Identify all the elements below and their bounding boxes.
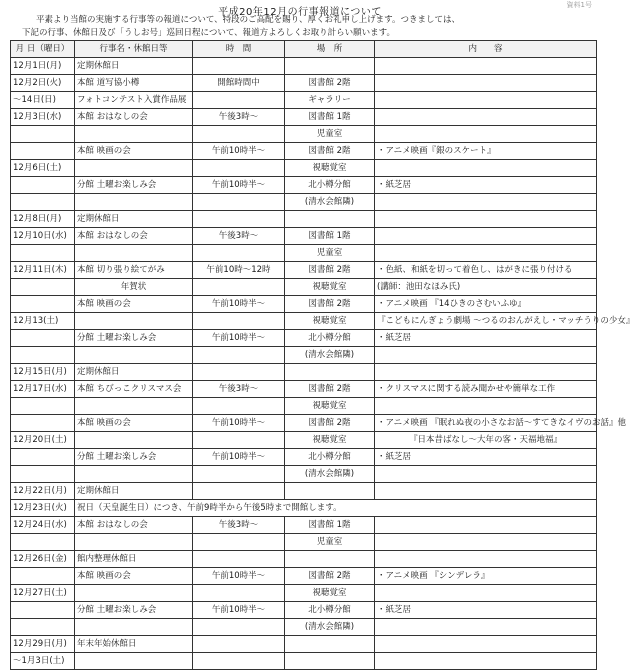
- time-cell: [193, 92, 285, 109]
- content-cell: ・紙芝居: [375, 177, 597, 194]
- content-cell: [375, 211, 597, 228]
- event-cell: 本館 おはなしの会: [75, 109, 193, 126]
- place-cell: 視聴覚室: [285, 313, 375, 330]
- event-cell: 本館 おはなしの会: [75, 228, 193, 245]
- table-row: [11, 177, 597, 194]
- event-cell: 定期休館日: [75, 483, 193, 500]
- event-cell: 分館 土曜お楽しみ会: [75, 602, 193, 619]
- table-row: [11, 432, 597, 449]
- table-row: [11, 92, 597, 109]
- time-cell: 午後3時～: [193, 381, 285, 398]
- table-row: [11, 619, 597, 636]
- table-row: [11, 636, 597, 653]
- place-cell: 図書館 1階: [285, 228, 375, 245]
- date-cell: 12月20日(土): [11, 432, 75, 449]
- time-cell: 開館時間中: [193, 75, 285, 92]
- event-cell: [75, 194, 193, 211]
- intro-line: 平素より当館の実施する行事等の報道について、特段のご高配を賜り、厚くお礼申し上げます。つきましては、: [36, 15, 460, 25]
- time-cell: 午前10時半～: [193, 177, 285, 194]
- header-content: 内 容: [375, 41, 597, 58]
- time-cell: 午前10時～12時: [193, 262, 285, 279]
- table-row: [11, 602, 597, 619]
- content-cell: ・アニメ映画『銀のスケート』: [375, 143, 597, 160]
- date-cell: [11, 126, 75, 143]
- time-cell: [193, 160, 285, 177]
- date-cell: [11, 415, 75, 432]
- date-cell: 12月26日(金): [11, 551, 75, 568]
- content-cell: [375, 126, 597, 143]
- header-time: 時 間: [193, 41, 285, 58]
- date-cell: 12月29日(月): [11, 636, 75, 653]
- content-cell: [375, 364, 597, 381]
- table-row: [11, 551, 597, 568]
- content-cell: [375, 653, 597, 670]
- content-cell: ・紙芝居: [375, 330, 597, 347]
- time-cell: 午前10時半～: [193, 602, 285, 619]
- table-row: [11, 483, 597, 500]
- place-cell: 視聴覚室: [285, 279, 375, 296]
- event-cell: [75, 347, 193, 364]
- table-row: [11, 143, 597, 160]
- event-cell: [75, 585, 193, 602]
- time-cell: [193, 432, 285, 449]
- place-cell: 北小樽分館: [285, 177, 375, 194]
- date-cell: [11, 347, 75, 364]
- event-cell: [75, 432, 193, 449]
- event-cell: [75, 126, 193, 143]
- place-cell: 図書館 1階: [285, 517, 375, 534]
- place-cell: [285, 551, 375, 568]
- table-row: [11, 279, 597, 296]
- event-cell: 定期休館日: [75, 58, 193, 75]
- place-cell: 北小樽分館: [285, 330, 375, 347]
- place-cell: [285, 653, 375, 670]
- table-row: [11, 466, 597, 483]
- date-cell: 12月2日(火): [11, 75, 75, 92]
- content-cell: [375, 228, 597, 245]
- place-cell: (清水会館隣): [285, 194, 375, 211]
- page-title: 平成20年12月の行事報道について: [218, 7, 382, 18]
- date-cell: 12月6日(土): [11, 160, 75, 177]
- event-cell: 本館 映画の会: [75, 568, 193, 585]
- time-cell: [193, 534, 285, 551]
- content-cell: [375, 58, 597, 75]
- content-cell: [375, 347, 597, 364]
- place-cell: 児童室: [285, 534, 375, 551]
- place-cell: 児童室: [285, 245, 375, 262]
- date-cell: [11, 534, 75, 551]
- event-cell: 分館 土曜お楽しみ会: [75, 177, 193, 194]
- date-cell: 12月3日(水): [11, 109, 75, 126]
- date-cell: 12月15日(月): [11, 364, 75, 381]
- time-cell: [193, 211, 285, 228]
- table-row: [11, 126, 597, 143]
- place-cell: (清水会館隣): [285, 619, 375, 636]
- time-cell: [193, 313, 285, 330]
- table-row: [11, 262, 597, 279]
- header-place: 場 所: [285, 41, 375, 58]
- content-cell: [375, 160, 597, 177]
- content-cell: 『こどもにんぎょう劇場 ～つるのおんがえし・マッチうりの少女』: [375, 313, 597, 330]
- date-cell: 12月8日(月): [11, 211, 75, 228]
- table-row: [11, 517, 597, 534]
- place-cell: 視聴覚室: [285, 585, 375, 602]
- time-cell: [193, 483, 285, 500]
- date-cell: ～1月3日(土): [11, 653, 75, 670]
- event-cell: フォトコンテスト入賞作品展: [75, 92, 193, 109]
- time-cell: [193, 194, 285, 211]
- time-cell: 午前10時半～: [193, 296, 285, 313]
- event-cell: [75, 534, 193, 551]
- date-cell: 12月10日(水): [11, 228, 75, 245]
- content-cell: [375, 75, 597, 92]
- date-cell: [11, 330, 75, 347]
- content-cell: ・紙芝居: [375, 602, 597, 619]
- date-cell: 12月23日(火): [11, 500, 75, 517]
- place-cell: [285, 211, 375, 228]
- date-cell: [11, 194, 75, 211]
- content-cell: [375, 398, 597, 415]
- content-cell: ・アニメ映画 『シンデレラ』: [375, 568, 597, 585]
- table-row: [11, 500, 597, 517]
- time-cell: 午後3時～: [193, 228, 285, 245]
- content-cell: [375, 585, 597, 602]
- event-cell: 本館 映画の会: [75, 415, 193, 432]
- content-cell: ・アニメ映画 『14ひきのさむいふゆ』: [375, 296, 597, 313]
- content-cell: [375, 194, 597, 211]
- content-cell: (講師：池田なほみ氏): [375, 279, 597, 296]
- place-cell: 北小樽分館: [285, 449, 375, 466]
- event-cell: 本館 おはなしの会: [75, 517, 193, 534]
- table-row: [11, 534, 597, 551]
- date-cell: [11, 568, 75, 585]
- time-cell: [193, 245, 285, 262]
- event-cell: [75, 398, 193, 415]
- time-cell: 午前10時半～: [193, 449, 285, 466]
- content-cell: ・色紙、和紙を切って着色し、はがきに張り付ける: [375, 262, 597, 279]
- place-cell: 視聴覚室: [285, 398, 375, 415]
- date-cell: [11, 143, 75, 160]
- date-cell: [11, 466, 75, 483]
- intro-text: [22, 14, 582, 40]
- place-cell: ギャラリー: [285, 92, 375, 109]
- table-row: [11, 194, 597, 211]
- intro-line: 下記の行事、休館日及び「うしお号」巡回日程について、報道方よろしくお取り計らい願います。: [22, 28, 395, 38]
- table-row: [11, 58, 597, 75]
- place-cell: [285, 483, 375, 500]
- date-cell: 12月11日(木): [11, 262, 75, 279]
- time-cell: 午後3時～: [193, 517, 285, 534]
- table-row: [11, 398, 597, 415]
- time-cell: [193, 466, 285, 483]
- header-event: 行事名・休館日等: [75, 41, 193, 58]
- time-cell: 午前10時半～: [193, 330, 285, 347]
- date-cell: [11, 449, 75, 466]
- place-cell: 北小樽分館: [285, 602, 375, 619]
- time-cell: 午前10時半～: [193, 568, 285, 585]
- time-cell: [193, 364, 285, 381]
- time-cell: [193, 279, 285, 296]
- content-cell: [375, 109, 597, 126]
- table-row: [11, 568, 597, 585]
- date-cell: [11, 279, 75, 296]
- event-cell: 定期休館日: [75, 364, 193, 381]
- date-cell: [11, 398, 75, 415]
- date-cell: [11, 619, 75, 636]
- content-cell: [375, 619, 597, 636]
- place-cell: 図書館 2階: [285, 568, 375, 585]
- event-cell: [75, 466, 193, 483]
- table-row: [11, 160, 597, 177]
- place-cell: 児童室: [285, 126, 375, 143]
- place-cell: 図書館 1階: [285, 109, 375, 126]
- time-cell: [193, 347, 285, 364]
- date-cell: 12月22日(月): [11, 483, 75, 500]
- table-row: [11, 228, 597, 245]
- content-cell: [375, 534, 597, 551]
- date-cell: 12月27日(土): [11, 585, 75, 602]
- event-cell: 分館 土曜お楽しみ会: [75, 449, 193, 466]
- place-cell: 視聴覚室: [285, 432, 375, 449]
- event-cell: [75, 619, 193, 636]
- event-cell: [75, 160, 193, 177]
- content-cell: [375, 517, 597, 534]
- content-cell: 『日本昔ばなし～大年の客・天福地福』: [375, 432, 597, 449]
- place-cell: 図書館 2階: [285, 415, 375, 432]
- date-cell: [11, 177, 75, 194]
- event-cell: [75, 245, 193, 262]
- table-row: [11, 245, 597, 262]
- content-cell: [375, 483, 597, 500]
- place-cell: 図書館 2階: [285, 75, 375, 92]
- table-row: [11, 75, 597, 92]
- event-cell: [75, 653, 193, 670]
- time-cell: [193, 653, 285, 670]
- table-row: [11, 381, 597, 398]
- time-cell: 午前10時半～: [193, 415, 285, 432]
- event-cell: 分館 土曜お楽しみ会: [75, 330, 193, 347]
- place-cell: [285, 58, 375, 75]
- content-cell: [375, 551, 597, 568]
- time-cell: [193, 636, 285, 653]
- content-cell: [375, 92, 597, 109]
- time-cell: 午前10時半～: [193, 143, 285, 160]
- event-cell: 本館 ちびっこクリスマス会: [75, 381, 193, 398]
- table-row: [11, 330, 597, 347]
- place-cell: 視聴覚室: [285, 160, 375, 177]
- table-row: [11, 296, 597, 313]
- time-cell: [193, 58, 285, 75]
- date-cell: 12月17日(水): [11, 381, 75, 398]
- content-cell: [375, 466, 597, 483]
- event-cell: 年末年始休館日: [75, 636, 193, 653]
- place-cell: 図書館 2階: [285, 296, 375, 313]
- event-cell: [75, 313, 193, 330]
- place-cell: (清水会館隣): [285, 347, 375, 364]
- date-cell: 12月13(土): [11, 313, 75, 330]
- table-row: [11, 347, 597, 364]
- header-date: 月 日（曜日）: [11, 41, 75, 58]
- content-cell: ・紙芝居: [375, 449, 597, 466]
- table-row: [11, 415, 597, 432]
- time-cell: [193, 619, 285, 636]
- time-cell: [193, 551, 285, 568]
- date-cell: 12月24日(水): [11, 517, 75, 534]
- time-cell: [193, 398, 285, 415]
- content-cell: ・アニメ映画 『眠れぬ夜の小さなお話～すてきなイヴのお話』他: [375, 415, 597, 432]
- event-cell: 本館 映画の会: [75, 143, 193, 160]
- corner-mark: 資料1号: [566, 1, 592, 9]
- table-row: [11, 364, 597, 381]
- date-cell: 12月1日(月): [11, 58, 75, 75]
- time-cell: 午後3時～: [193, 109, 285, 126]
- place-cell: 図書館 2階: [285, 143, 375, 160]
- date-cell: [11, 602, 75, 619]
- content-cell: [375, 636, 597, 653]
- table-row: [11, 313, 597, 330]
- date-cell: [11, 245, 75, 262]
- table-row: [11, 211, 597, 228]
- event-cell: 定期休館日: [75, 211, 193, 228]
- event-cell: 年賀状: [75, 279, 193, 296]
- place-cell: 図書館 2階: [285, 262, 375, 279]
- time-cell: [193, 126, 285, 143]
- place-cell: [285, 364, 375, 381]
- schedule-table: [10, 40, 634, 670]
- place-cell: [285, 636, 375, 653]
- date-cell: [11, 296, 75, 313]
- event-cell: 館内整理休館日: [75, 551, 193, 568]
- table-row: [11, 653, 597, 670]
- date-cell: ～14日(日): [11, 92, 75, 109]
- notice-cell: 祝日（天皇誕生日）につき、午前9時半から午後5時まで開館します。: [75, 500, 597, 517]
- content-cell: ・クリスマスに関する読み聞かせや簡単な工作: [375, 381, 597, 398]
- table-row: [11, 585, 597, 602]
- table-row: [11, 109, 597, 126]
- table-row: [11, 449, 597, 466]
- event-cell: 本館 道写協小樽: [75, 75, 193, 92]
- place-cell: 図書館 2階: [285, 381, 375, 398]
- place-cell: (清水会館隣): [285, 466, 375, 483]
- content-cell: [375, 245, 597, 262]
- table-header-row: [11, 41, 597, 58]
- event-cell: 本館 切り張り絵てがみ: [75, 262, 193, 279]
- time-cell: [193, 585, 285, 602]
- event-cell: 本館 映画の会: [75, 296, 193, 313]
